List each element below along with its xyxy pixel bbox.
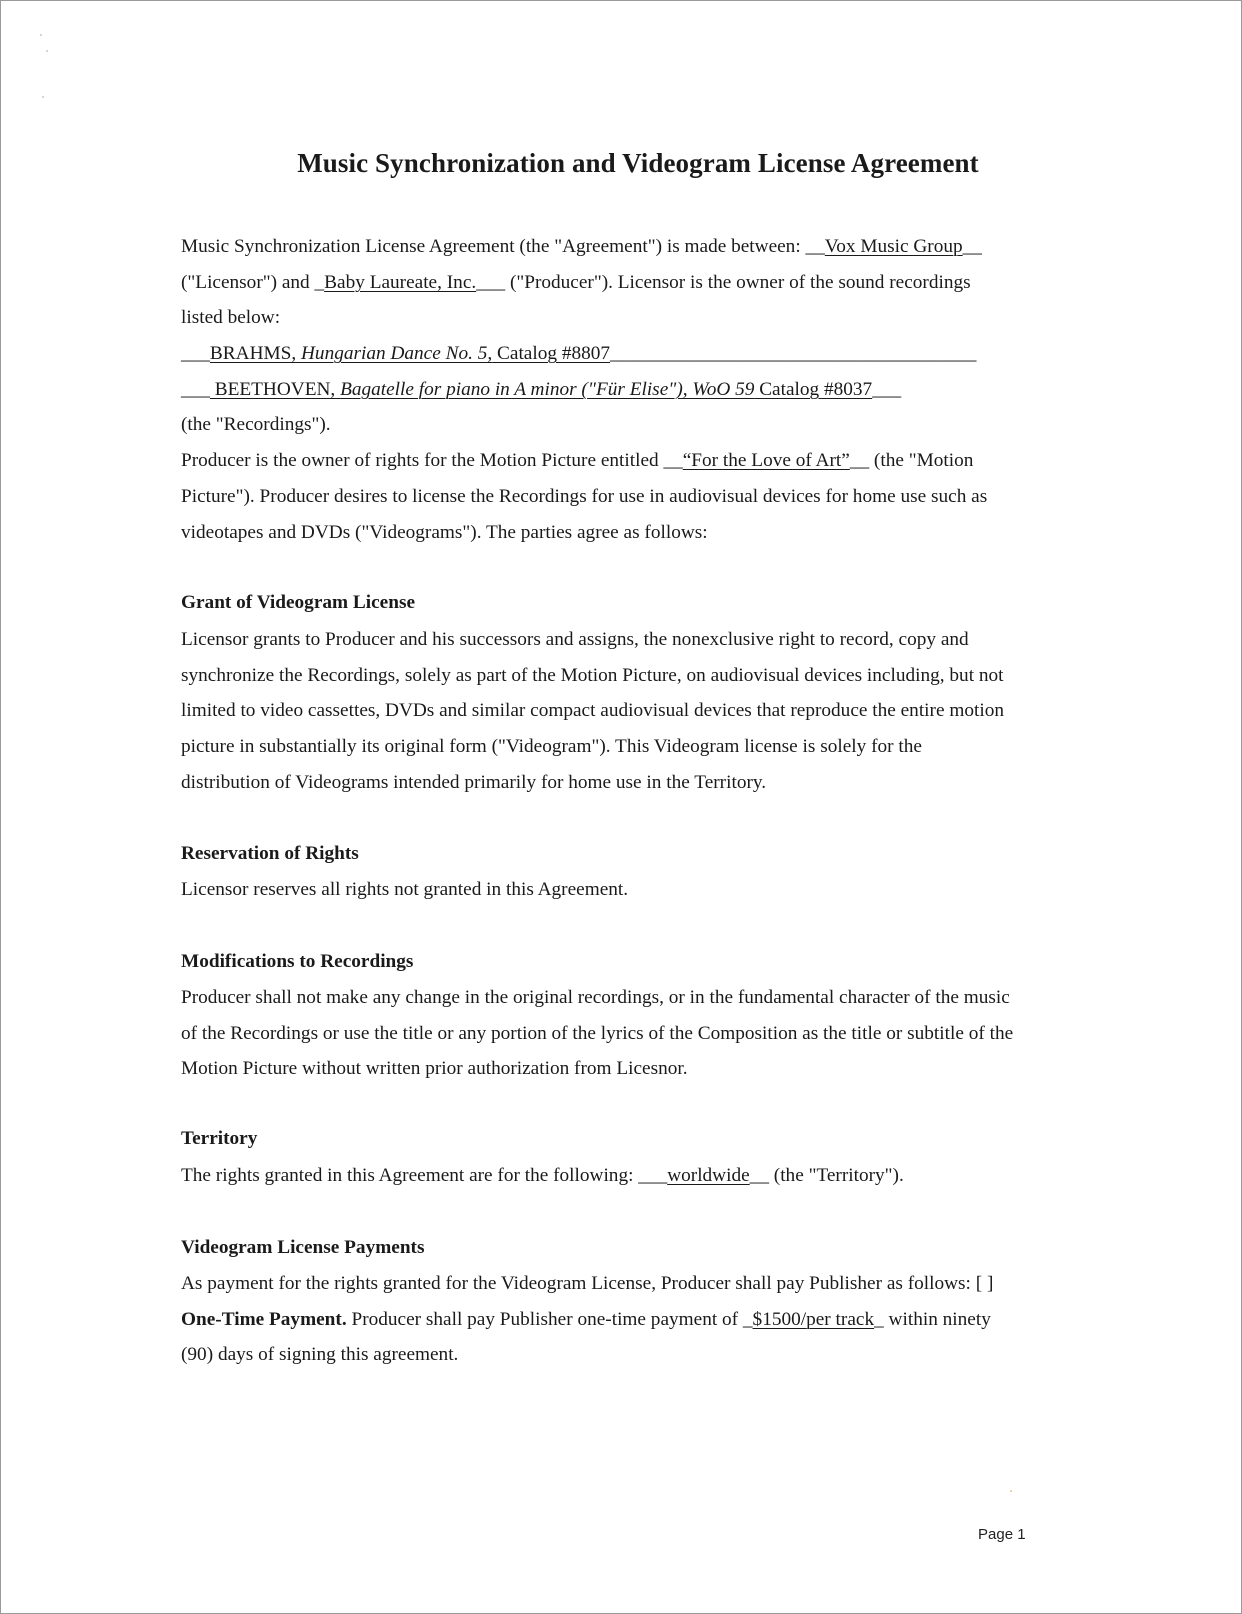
scan-speck (42, 96, 44, 98)
reservation-paragraph (181, 872, 628, 908)
payments-line: As payment for the rights granted for the Videogram License, Producer shall pay Publisher as follows: [ ] (181, 1273, 994, 1294)
one-time-payment-label: One-Time Payment. (181, 1308, 347, 1330)
intro-line: listed below: (181, 307, 281, 329)
page-number: Page 1 (978, 1526, 1026, 1543)
producer-name: Baby Laureate, Inc. (324, 271, 477, 293)
territory-line: The rights granted in this Agreement are for the following: ___worldwide__ (the "Territory"). (181, 1165, 904, 1186)
section-heading-payments: Videogram License Payments (181, 1237, 425, 1258)
intro-line: Picture"). Producer desires to license the Recordings for use in audiovisual devices for home use such as (181, 485, 988, 507)
grant-line: limited to video cassettes, DVDs and similar compact audiovisual devices that reproduce the entire motion (181, 700, 1004, 722)
reservation-line: Licensor reserves all rights not granted in this Agreement. (181, 879, 629, 900)
payments-line: One-Time Payment. Producer shall pay Publisher one-time payment of _$1500/per track_ within ninety (181, 1308, 991, 1330)
motion-picture-title: “For the Love of Art” (682, 450, 850, 472)
scan-speck (40, 34, 42, 36)
grant-line: distribution of Videograms intended primarily for home use in the Territory. (181, 771, 767, 793)
payment-amount: $1500/per track (752, 1308, 875, 1330)
grant-line: synchronize the Recordings, solely as part of the Motion Picture, on audiovisual devices including, but not (181, 664, 1004, 686)
intro-line: Music Synchronization License Agreement (the "Agreement") is made between: __Vox Music Group__ (181, 236, 982, 257)
territory-paragraph (181, 1158, 904, 1194)
modifications-line: Motion Picture without written prior authorization from Licesnor. (181, 1058, 688, 1080)
intro-line: (the "Recordings"). (181, 414, 331, 436)
document-title: Music Synchronization and Videogram License Agreement (297, 148, 979, 178)
modifications-paragraph (181, 980, 1013, 1087)
recording-line-2: ___ BEETHOVEN, Bagatelle for piano in A minor ("Für Elise"), WoO 59 Catalog #8037___ (181, 378, 902, 400)
intro-paragraph (181, 229, 987, 550)
grant-line: Licensor grants to Producer and his successors and assigns, the nonexclusive right to record, copy and (181, 629, 969, 650)
recording-line-1: ___BRAHMS, Hungarian Dance No. 5, Catalog #8807______________________________________ (181, 343, 977, 365)
intro-line: Producer is the owner of rights for the Motion Picture entitled __“For the Love of Art”__ (the "Motion (181, 450, 974, 472)
grant-line: picture in substantially its original form ("Videogram"). This Videogram license is solely for the (181, 736, 922, 758)
payments-line: (90) days of signing this agreement. (181, 1344, 459, 1366)
intro-line: videotapes and DVDs ("Videograms"). The parties agree as follows: (181, 521, 708, 543)
grant-paragraph (181, 622, 1004, 800)
scan-speck (46, 50, 48, 52)
modifications-line: of the Recordings or use the title or any portion of the lyrics of the Composition as the title or subtitle of the (181, 1022, 1014, 1044)
licensor-name: Vox Music Group (824, 236, 963, 257)
intro-line: ("Licensor") and _Baby Laureate, Inc.___ ("Producer"). Licensor is the owner of the sound recordings (181, 271, 971, 293)
section-heading-grant: Grant of Videogram License (181, 592, 416, 613)
section-heading-reservation: Reservation of Rights (181, 843, 359, 864)
payments-paragraph (181, 1266, 993, 1373)
section-heading-territory: Territory (181, 1128, 258, 1149)
section-heading-modifications: Modifications to Recordings (181, 951, 414, 972)
territory-value: worldwide (667, 1165, 750, 1186)
modifications-line: Producer shall not make any change in the original recordings, or in the fundamental character of the music (181, 987, 1010, 1008)
scan-speck (1010, 1490, 1012, 1492)
